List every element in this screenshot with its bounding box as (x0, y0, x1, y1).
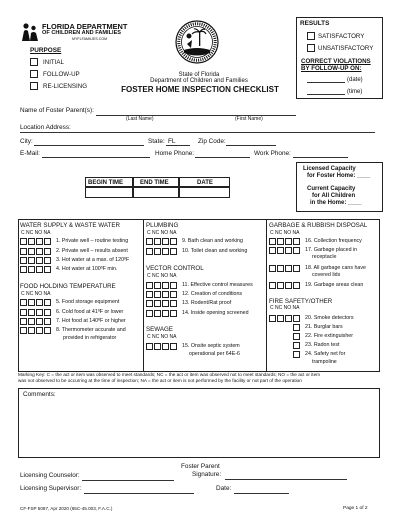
checkbox[interactable] (285, 265, 292, 272)
checkbox[interactable] (293, 265, 300, 272)
checkbox[interactable] (28, 309, 35, 316)
purpose-option-initial[interactable] (30, 57, 120, 67)
checkbox[interactable] (20, 327, 27, 334)
current-capacity-label-3: in the Home: ____ (310, 200, 362, 206)
purpose-option-re-licensing[interactable] (30, 81, 120, 91)
agency-name-line2: OF CHILDREN AND FAMILIES (42, 30, 122, 36)
checkbox[interactable] (154, 282, 161, 289)
checkbox[interactable] (162, 343, 169, 350)
checkbox[interactable] (44, 299, 51, 306)
checkbox[interactable] (36, 327, 43, 334)
counselor-field[interactable] (82, 480, 174, 481)
cnna-checkbox-group[interactable] (146, 282, 178, 289)
checkbox[interactable] (20, 309, 27, 316)
checklist-item: 3. Hot water at a max. of 120ºF (56, 257, 130, 263)
foster-parent-signature-label: Signature: (192, 471, 222, 478)
checkbox[interactable] (269, 247, 276, 254)
agency-name-line1: FLORIDA DEPARTMENT (42, 22, 128, 31)
checkbox[interactable] (170, 300, 177, 307)
cnna-checkbox-group[interactable] (20, 299, 52, 306)
work-phone-label: Work Phone: (254, 150, 291, 157)
checklist-item: 24. Safety net for (305, 351, 346, 357)
checkbox[interactable] (269, 282, 276, 289)
checklist-item: 15. Onsite septic system (182, 343, 240, 349)
checkbox[interactable] (28, 266, 35, 273)
work-phone-field[interactable] (293, 157, 348, 158)
purpose-option-label: INITIAL (43, 58, 64, 66)
form-id: CF-FSP 5087, Apr 2020 (65C-45.003, F.A.C.) (20, 506, 113, 511)
checkbox[interactable] (307, 32, 315, 40)
page-number: Page 1 of 2 (343, 506, 368, 511)
checkbox[interactable] (154, 300, 161, 307)
state-label: State: (148, 138, 165, 145)
checkbox[interactable] (30, 82, 38, 90)
checklist-item: 19. Garbage areas clean (305, 282, 364, 288)
checkbox[interactable] (28, 299, 35, 306)
checkbox[interactable] (170, 238, 177, 245)
cnna-checkbox-group[interactable] (146, 248, 178, 255)
cnna-checkbox-group[interactable] (293, 351, 301, 358)
checkbox[interactable] (277, 238, 284, 245)
marking-key-line2: was not observed to be occurring at the time of inspection; NA = the act or item is not performed by the facility or not part of the operation (18, 378, 302, 383)
state-name: State of Florida (178, 72, 220, 78)
cnna-header: C NC NO NA (21, 230, 51, 236)
section-title-garbage: GARBAGE & RUBBISH DISPOSAL (269, 222, 368, 229)
checklist-item: 11. Effective control measures (182, 282, 253, 288)
checkbox[interactable] (44, 309, 51, 316)
checkbox[interactable] (146, 300, 153, 307)
checklist-item: 4. Hot water at 100ºF min. (56, 266, 118, 272)
checkbox[interactable] (293, 351, 300, 358)
marking-key-line1: Marking Key: C = the act or item was observed to meet standards; NC = the act or item was observed not to meet standards; NO = the act or item (18, 372, 321, 377)
dcf-logo (20, 22, 150, 42)
cnna-checkbox-group[interactable] (20, 309, 52, 316)
department-name: Department of Children and Families (150, 78, 248, 84)
checkbox[interactable] (146, 248, 153, 255)
checkbox[interactable] (20, 257, 27, 264)
city-field[interactable] (34, 145, 144, 146)
checkbox[interactable] (30, 58, 38, 66)
comments-label: Comments: (23, 391, 56, 398)
agency-url: MYFLFAMILIES.COM (72, 37, 108, 41)
checklist-item: 1. Private well – routine testing (56, 238, 129, 244)
checklist-item: 22. Fire extinguisher (305, 333, 353, 339)
cnna-checkbox-group[interactable] (146, 291, 178, 298)
comments-box[interactable] (18, 388, 380, 458)
cnna-checkbox-group[interactable] (146, 310, 178, 317)
checkbox[interactable] (293, 324, 300, 331)
date-cell[interactable] (179, 187, 230, 198)
checkbox[interactable] (44, 327, 51, 334)
results-label: RESULTS (300, 20, 330, 27)
begin-time-header: BEGIN TIME (88, 179, 124, 186)
last-name-label: (Last Name) (126, 116, 154, 122)
checklist-item: 21. Burglar bars (305, 324, 343, 330)
checkbox[interactable] (293, 247, 300, 254)
cnna-checkbox-group[interactable] (20, 248, 52, 255)
date-header: DATE (197, 179, 213, 186)
checklist-item: 10. Toilet clean and working (182, 248, 248, 254)
checkbox[interactable] (146, 343, 153, 350)
checkbox[interactable] (162, 282, 169, 289)
checkbox[interactable] (293, 238, 300, 245)
home-phone-label: Home Phone: (155, 150, 195, 157)
cnna-checkbox-group[interactable] (269, 282, 301, 289)
checkbox[interactable] (36, 248, 43, 255)
results-option-label: UNSATISFACTORY (318, 44, 374, 52)
purpose-option-label: FOLLOW-UP (43, 70, 80, 78)
purpose-label: PURPOSE (30, 47, 62, 54)
zip-field[interactable] (226, 145, 276, 146)
section-title-food: FOOD HOLDING TEMPERATURE (20, 283, 116, 290)
first-name-label: (First Name) (235, 116, 263, 122)
checkbox[interactable] (154, 291, 161, 298)
cnna-checkbox-group[interactable] (146, 343, 178, 350)
cnna-header: C NC NO NA (147, 230, 177, 236)
checkbox[interactable] (170, 291, 177, 298)
checkbox[interactable] (170, 282, 177, 289)
checkbox[interactable] (28, 318, 35, 325)
checklist-item: 9. Bath clean and working (182, 238, 243, 244)
checkbox[interactable] (146, 282, 153, 289)
checkbox[interactable] (269, 265, 276, 272)
licensed-capacity-label-2: for Foster Home: ____ (307, 173, 371, 179)
cnna-header: C NC NO NA (147, 273, 177, 279)
checklist-item: 12. Creation of conditions (182, 291, 243, 297)
checklist-item: trampoline (312, 359, 337, 365)
time-table (85, 177, 230, 199)
checklist-item: 20. Smoke detectors (305, 315, 354, 321)
results-option-satisfactory[interactable] (307, 31, 377, 41)
checkbox[interactable] (285, 247, 292, 254)
checklist-item: 17. Garbage placed in (305, 247, 358, 253)
cnna-header: C NC NO NA (21, 291, 51, 297)
purpose-option-follow-up[interactable] (30, 69, 120, 79)
checkbox[interactable] (293, 315, 300, 322)
cnna-checkbox-group[interactable] (20, 318, 52, 325)
checkbox[interactable] (36, 309, 43, 316)
checklist-item: 5. Food storage equipment (56, 299, 120, 305)
checklist-item: 7. Hot food at 140ºF or higher (56, 318, 126, 324)
checkbox[interactable] (154, 248, 161, 255)
state-field (166, 145, 190, 146)
zip-label: Zip Code: (198, 138, 226, 145)
checkbox[interactable] (269, 315, 276, 322)
cnna-checkbox-group[interactable] (20, 257, 52, 264)
checklist-item: operational per 64E-6 (189, 351, 240, 357)
cnna-checkbox-group[interactable] (20, 327, 52, 334)
checklist-item: 2. Private well – results absent (56, 248, 128, 254)
date-field[interactable] (234, 493, 289, 494)
checkbox[interactable] (146, 291, 153, 298)
checkbox[interactable] (154, 238, 161, 245)
current-capacity-label-2: for All Children (312, 193, 356, 199)
checklist-item: 18. All garbage cans have (305, 265, 366, 271)
email-label: E-Mail: (20, 150, 40, 157)
checkbox[interactable] (36, 299, 43, 306)
foster-parent-label: Foster Parent (181, 463, 220, 470)
cnna-checkbox-group[interactable] (20, 266, 52, 273)
purpose-option-label: RE-LICENSING (43, 82, 88, 90)
checkbox[interactable] (36, 238, 43, 245)
cnna-header: C NC NO NA (270, 230, 300, 236)
results-option-label: SATISFACTORY (318, 32, 365, 40)
cnna-checkbox-group[interactable] (146, 300, 178, 307)
checkbox[interactable] (277, 265, 284, 272)
checkbox[interactable] (20, 299, 27, 306)
checkbox[interactable] (285, 315, 292, 322)
date-label: Date: (216, 485, 232, 492)
results-panel (296, 17, 383, 99)
checkbox[interactable] (154, 343, 161, 350)
checkbox[interactable] (20, 238, 27, 245)
checkbox[interactable] (30, 70, 38, 78)
checkbox[interactable] (44, 248, 51, 255)
cnna-checkbox-group[interactable] (146, 238, 178, 245)
licensed-capacity-label: Licensed Capacity (303, 166, 356, 172)
foster-parents-label: Name of Foster Parent(s): (20, 107, 94, 114)
checklist-item: 14. Inside opening screened (182, 310, 249, 316)
supervisor-label: Licensing Supervisor: (20, 485, 82, 492)
checkbox[interactable] (277, 247, 284, 254)
state-seal-icon (175, 20, 219, 64)
checkbox[interactable] (20, 248, 27, 255)
checklist-item: 6. Cold food at 41ºF or lower (56, 309, 124, 315)
email-field[interactable] (42, 157, 150, 158)
checkbox[interactable] (170, 248, 177, 255)
follow-up-date-field[interactable] (307, 82, 345, 83)
state-value[interactable]: FL (168, 138, 176, 145)
cnna-checkbox-group[interactable] (269, 238, 301, 245)
cnna-checkbox-group[interactable] (269, 265, 301, 272)
correct-violations-heading-2: BY FOLLOW-UP ON: (301, 65, 362, 72)
checklist-item: receptacle (312, 254, 337, 260)
checkbox[interactable] (146, 238, 153, 245)
cnna-header: C NC NO NA (270, 305, 300, 311)
checkbox[interactable] (44, 257, 51, 264)
cnna-checkbox-group[interactable] (20, 238, 52, 245)
checkbox[interactable] (20, 266, 27, 273)
cnna-checkbox-group[interactable] (293, 333, 301, 340)
family-icon (20, 22, 40, 42)
checklist-item: 16. Collection frequency (305, 238, 362, 244)
checkbox[interactable] (162, 310, 169, 317)
section-title-sewage: SEWAGE (146, 326, 173, 333)
checkbox[interactable] (293, 333, 300, 340)
checkbox[interactable] (285, 282, 292, 289)
cnna-checkbox-group[interactable] (293, 342, 301, 349)
current-capacity-label: Current Capacity (307, 186, 356, 192)
checklist-item: covered lids (312, 272, 341, 278)
end-time-cell[interactable] (133, 187, 179, 198)
end-time-header: END TIME (140, 179, 169, 186)
date-label: (date) (347, 77, 363, 83)
checkbox[interactable] (28, 327, 35, 334)
checkbox[interactable] (36, 266, 43, 273)
checklist-divider (266, 219, 267, 372)
capacity-panel (296, 162, 383, 212)
checkbox[interactable] (170, 310, 177, 317)
checklist-item: 23. Radon test (305, 342, 340, 348)
cnna-checkbox-group[interactable] (269, 315, 301, 322)
checklist-item: 13. Rodent/Rat proof (182, 300, 232, 306)
checkbox[interactable] (293, 342, 300, 349)
foster-parent-signature-field[interactable] (225, 479, 347, 480)
checkbox[interactable] (154, 310, 161, 317)
checkbox[interactable] (146, 310, 153, 317)
checkbox[interactable] (277, 315, 284, 322)
follow-up-time-field[interactable] (307, 94, 345, 95)
checkbox[interactable] (44, 238, 51, 245)
time-label: (time) (347, 89, 363, 95)
section-title-fire: FIRE SAFETY/OTHER (269, 298, 333, 305)
checklist-divider (143, 219, 144, 372)
begin-time-cell[interactable] (85, 187, 133, 198)
checkbox[interactable] (162, 300, 169, 307)
results-option-unsatisfactory[interactable] (307, 43, 382, 53)
checkbox[interactable] (36, 257, 43, 264)
checkbox[interactable] (162, 238, 169, 245)
location-field[interactable] (20, 132, 375, 133)
checkbox[interactable] (28, 238, 35, 245)
checkbox[interactable] (170, 343, 177, 350)
counselor-label: Licensing Counselor: (20, 472, 80, 479)
location-label: Location Address: (20, 124, 71, 131)
checkbox[interactable] (20, 318, 27, 325)
checkbox[interactable] (269, 238, 276, 245)
checkbox[interactable] (162, 248, 169, 255)
checkbox[interactable] (44, 318, 51, 325)
checkbox[interactable] (28, 257, 35, 264)
checkbox[interactable] (293, 282, 300, 289)
supervisor-field[interactable] (84, 493, 194, 494)
cnna-checkbox-group[interactable] (269, 247, 301, 254)
checklist-item: provided in refrigerator (63, 335, 117, 341)
checkbox[interactable] (277, 282, 284, 289)
checklist-item: 8. Thermometer accurate and (56, 327, 126, 333)
cnna-checkbox-group[interactable] (293, 324, 301, 331)
section-title-vector: VECTOR CONTROL (146, 265, 204, 272)
form-title: FOSTER HOME INSPECTION CHECKLIST (121, 85, 279, 94)
city-label: City: (20, 138, 33, 145)
section-title-water: WATER SUPPLY & WASTE WATER (20, 222, 120, 229)
section-title-plumbing: PLUMBING (146, 222, 179, 229)
cnna-header: C NC NO NA (147, 334, 177, 340)
checkbox[interactable] (28, 248, 35, 255)
checkbox[interactable] (285, 238, 292, 245)
correct-violations-heading: CORRECT VIOLATIONS (301, 58, 371, 65)
checkbox[interactable] (162, 291, 169, 298)
home-phone-field[interactable] (195, 157, 250, 158)
checkbox[interactable] (44, 266, 51, 273)
checkbox[interactable] (36, 318, 43, 325)
checkbox[interactable] (307, 44, 315, 52)
